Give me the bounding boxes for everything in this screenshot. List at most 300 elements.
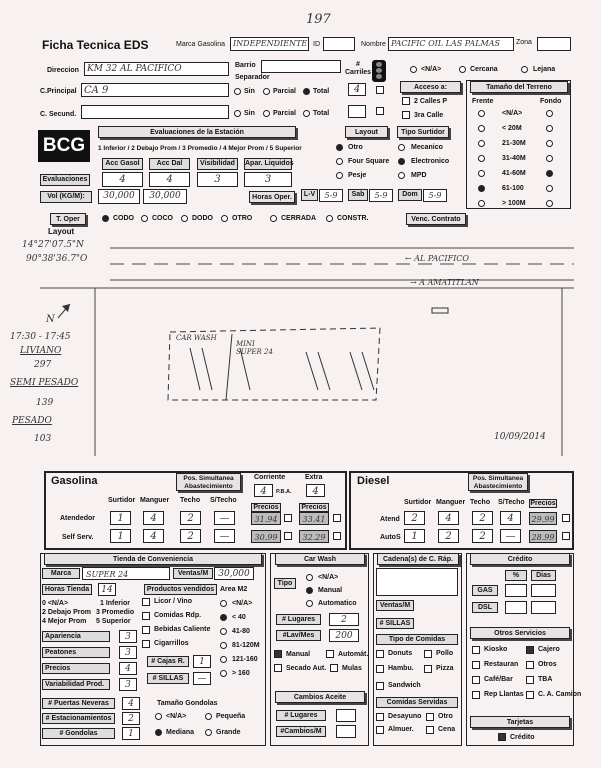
oper-radio-0[interactable] [102,215,109,222]
credito-gas-pct[interactable] [505,584,527,597]
tarjetas-header: Tarjetas [470,716,570,728]
marca-field[interactable]: INDEPENDIENTE [230,37,309,51]
comida-label-0: Donuts [388,650,413,657]
comida-sillas-label: # SILLAS [376,618,414,629]
diesel-title: Diesel [357,475,390,487]
comida-checkbox-4[interactable] [376,682,384,690]
gondola-radio-1[interactable] [205,713,212,720]
parcial-label-2: Parcial [273,110,296,117]
barrio-label: Barrio [235,62,256,69]
fondo-radio-6[interactable] [546,200,553,207]
area-option-2: 41-80 [232,628,250,635]
cw-radio-0[interactable] [306,574,313,581]
diesel-pos-simultanea: Pos. Simultanea Abastecimiento [468,473,528,491]
credito-dsl-dias[interactable] [531,601,556,614]
gas-techo-header: Techo [180,497,201,504]
terreno-option-5: 61-100 [502,185,524,192]
otros-label-4: Café/Bar [484,676,513,683]
tipo-comidas-header: Tipo de Comidas [376,634,458,645]
cw-secado-label: Secado Aut. [286,665,327,672]
diesel-surtidor-header: Surtidor [404,499,432,506]
producto-checkbox-1[interactable] [142,612,150,620]
tienda-scale-5: 5 Superior [96,618,131,625]
id-label: ID [313,41,320,48]
estac-label: # Estacionamientos [42,713,115,724]
gas-precio-atend-extra[interactable]: 33.41 [299,512,329,525]
sab-field[interactable]: 5-9 [369,189,393,202]
tienda-ventas-field[interactable]: 30,000 [214,567,254,580]
access-lejana-radio[interactable] [521,66,528,73]
servida-label-2: Almuer. [388,726,414,733]
gondola-title: Tamaño Gondolas [157,700,218,707]
diesel-stecho-header: S/Techo [498,499,525,506]
gas-precio-check-3[interactable] [284,532,292,540]
tienda-row-label-1: Peatones [42,647,110,658]
otros-label-0: Kiosko [484,646,508,653]
eval-header-acc-gasol: Acc Gasol [102,158,143,170]
tienda-row-value-0[interactable]: 3 [119,630,137,643]
zona-field[interactable] [537,37,571,51]
zona-label: Zona [516,39,532,46]
north-arrow-label: N [46,314,55,325]
cw-radio-1[interactable] [306,587,313,594]
frente-radio-4[interactable] [478,170,485,177]
area-radio-0[interactable] [220,600,227,607]
puertas-field[interactable]: 4 [122,697,140,710]
gas-atendedor-2[interactable]: 2 [180,511,201,525]
cw-option-2: Automatico [318,600,357,607]
credito-header: Crédito [470,553,570,565]
diesel-atend-3[interactable]: 4 [500,511,521,525]
gas-precios-header-2: Precios [299,503,329,512]
credito-dsl-label: DSL [472,602,498,613]
calle3-label: 3ra Calle [414,112,444,119]
otros-checkbox-5[interactable] [526,676,534,684]
pesado-label: PESADO [12,416,52,426]
oper-radio-5[interactable] [326,215,333,222]
gondola-radio-3[interactable] [205,729,212,736]
frente-radio-2[interactable] [478,140,485,147]
layout-radio-1[interactable] [336,158,343,165]
cprincipal-parcial-radio[interactable] [263,88,270,95]
cambios-header: Cambios Aceite [275,691,365,703]
oper-option-0: CODO [113,215,134,222]
gas-surtidor-header: Surtidor [108,497,136,504]
servida-checkbox-3[interactable] [426,726,434,734]
gas-self-label: Self Serv. [62,534,94,541]
area-radio-2[interactable] [220,628,227,635]
pos-corriente-field[interactable]: 4 [254,484,273,497]
cw-radio-2[interactable] [306,600,313,607]
gas-precio-check-2[interactable] [333,514,341,522]
semipesado-label: SEMI PESADO [10,378,79,388]
cw-mulas-checkbox[interactable] [330,664,338,672]
otros-checkbox-7[interactable] [526,691,534,699]
producto-checkbox-2[interactable] [142,626,150,634]
diesel-atend-1[interactable]: 4 [438,511,459,525]
gas-precio-self-corr[interactable]: 30.99 [251,530,281,543]
fondo-radio-4[interactable] [546,170,553,177]
cambios-mes-field[interactable] [336,725,356,738]
otros-checkbox-0[interactable] [472,646,480,654]
producto-checkbox-0[interactable] [142,598,150,606]
surtidor-option-1: Electronico [411,158,450,165]
vol-label: Vol (KG/M): [40,191,92,203]
diesel-autos-3[interactable]: — [500,529,521,543]
carriles-field[interactable]: 4 [348,83,366,96]
access-cercana-radio[interactable] [459,66,466,73]
terreno-option-3: 31-40M [502,155,526,162]
diesel-techo-header: Techo [470,499,491,506]
diesel-precio-autos[interactable]: 28.99 [529,530,557,543]
frente-label: Frente [472,98,494,105]
comida-label-1: Pollo [436,650,454,657]
acceso-header: Acceso a: [400,81,461,93]
cambios-mes-label: #Cambios/M [276,726,326,737]
layout-radio-0[interactable] [336,144,343,151]
fondo-radio-1[interactable] [546,125,553,132]
surtidor-radio-0[interactable] [398,144,405,151]
direccion-field[interactable]: KM 32 AL PACIFICO [84,62,229,76]
calle3-checkbox[interactable] [402,111,410,119]
fondo-label: Fondo [540,98,562,105]
cw-automat-label: Automát. [338,651,369,658]
cprincipal-total-radio[interactable] [303,88,310,95]
sketch-drawing [40,240,574,456]
toper-label: T. Oper [50,213,86,225]
eval-row-label: Evaluaciones [40,174,90,186]
credito-dsl-pct[interactable] [505,601,527,614]
tienda-row-label-2: Precios [42,663,110,674]
tienda-scale-4: 4 Mejor Prom [42,618,87,625]
carwash-header: Car Wash [275,553,365,565]
cajas-field[interactable]: 1 [193,655,211,668]
servida-label-3: Cena [438,726,456,733]
layout-label: Layout [48,227,75,236]
eval-header: Evaluaciones de la Estación [98,126,296,138]
barrio-field[interactable] [261,60,341,73]
diesel-autos-2[interactable]: 2 [472,529,493,543]
gondola-option-0: <N/A> [166,713,187,720]
lv-field[interactable]: 5-9 [319,189,343,202]
frente-radio-5[interactable] [478,185,485,192]
gas-self-0[interactable]: 1 [110,529,131,543]
cadena-field[interactable] [376,568,458,596]
diesel-atend-label: Atend [380,516,400,523]
oper-radio-3[interactable] [221,215,228,222]
semipesado-count: 139 [36,398,54,408]
tarjeta-credito-label: Crédito [510,734,535,741]
eval-acc-gasol-value[interactable]: 4 [102,172,143,187]
servida-checkbox-0[interactable] [376,713,384,721]
gas-self-3[interactable]: — [214,529,235,543]
tienda-row-label-3: Variabilidad Prod. [42,679,110,690]
gas-precio-check-4[interactable] [333,532,341,540]
form-title: Ficha Tecnica EDS [42,38,149,52]
comida-label-3: Pizza [436,665,454,672]
comida-checkbox-2[interactable] [376,665,384,673]
marca-label: Marca Gasolina [176,41,226,48]
producto-label-2: Bebidas Caliente [154,626,211,633]
eval-visibilidad-value[interactable]: 3 [197,172,238,187]
tienda-row-value-1[interactable]: 3 [119,646,137,659]
eval-scale: 1 Inferior / 2 Debajo Prom / 3 Promedio / 4 Mejor Prom / 5 Superior [98,145,302,152]
tienda-ventas-label: Ventas/M [173,568,213,579]
surtidor-radio-1[interactable] [398,158,405,165]
credito-gas-dias[interactable] [531,584,556,597]
separador-label: Separador [235,74,270,81]
otros-checkbox-4[interactable] [472,676,480,684]
oper-radio-4[interactable] [270,215,277,222]
nombre-label: Nombre [361,41,386,48]
comida-ventas-label: Ventas/M [376,600,414,611]
frente-radio-3[interactable] [478,155,485,162]
gas-stecho-header: S/Techo [210,497,237,504]
access-na-radio[interactable] [410,66,417,73]
surtidor-option-2: MPD [411,172,427,179]
oper-option-5: CONSTR. [337,215,369,222]
tienda-marca-label: Marca [42,568,80,579]
access-lejana-label: Lejana [533,66,556,73]
fondo-radio-2[interactable] [546,140,553,147]
vol-field-1[interactable]: 30,000 [98,189,140,204]
direccion-label: Direccion [47,67,79,74]
gas-pos-simultanea: Pos. Simultanea Abastecimiento [176,473,241,491]
area-option-3: 81-120M [232,642,260,649]
credito-dias-header: Dias [531,570,556,581]
cw-lugares-label: # Lugares [276,614,321,625]
diesel-precio-check-2[interactable] [562,532,570,540]
eval-header-acc-dal: Acc Dal [149,158,190,170]
fondo-radio-5[interactable] [546,185,553,192]
cw-lugares-field[interactable]: 2 [329,613,359,626]
otros-checkbox-1[interactable] [526,646,534,654]
tienda-scale-3: 3 Promedio [96,609,135,616]
oper-option-4: CERRADA [281,215,316,222]
csecund-total-radio[interactable] [303,110,310,117]
area-label: Area M2 [220,586,248,593]
gondola-option-1: Pequeña [216,713,246,720]
liviano-count: 297 [34,360,52,370]
gondola-option-3: Grande [216,729,241,736]
diesel-atend-0[interactable]: 2 [404,511,425,525]
otros-checkbox-2[interactable] [472,661,480,669]
csecund-field[interactable] [81,105,229,119]
cw-lavmes-field[interactable]: 200 [329,629,359,642]
oper-radio-2[interactable] [181,215,188,222]
otros-label-7: C. A. Camion [538,691,582,698]
otros-checkbox-6[interactable] [472,691,480,699]
producto-label-0: Licor / Vino [154,598,192,605]
calles2-checkbox[interactable] [402,97,410,105]
gas-atendedor-1[interactable]: 4 [143,511,164,525]
liviano-label: LIVIANO [20,346,62,356]
gondola-radio-0[interactable] [155,713,162,720]
comida-header: Cadena(s) de C. Ráp. [377,553,459,565]
frente-radio-6[interactable] [478,200,485,207]
gas-self-2[interactable]: 2 [180,529,201,543]
pesado-count: 103 [34,434,52,444]
id-field[interactable] [323,37,355,51]
horas-tienda-label: Horas Tienda [42,584,92,595]
cprincipal-sin-radio[interactable] [234,88,241,95]
cajas-label: # Cajas R. [147,656,189,667]
csecund-sin-radio[interactable] [234,110,241,117]
tarjeta-credito-checkbox[interactable] [498,733,506,741]
tienda-scale-na: 0 <N/A> [42,600,69,607]
oper-radio-1[interactable] [141,215,148,222]
sin-label: Sin [244,88,255,95]
cprincipal-field[interactable]: CA 9 [81,83,229,97]
servida-label-0: Desayuno [388,713,422,720]
gondolas-field[interactable]: 1 [122,727,140,740]
gas-precios-header-1: Precios [251,503,281,512]
eval-acc-dal-value[interactable]: 4 [149,172,190,187]
area-radio-1[interactable] [220,614,227,621]
vol-field-2[interactable]: 30,000 [143,189,187,204]
diesel-autos-label: AutoS [380,534,401,541]
diesel-precio-atend[interactable]: 29.99 [529,512,557,525]
comida-checkbox-1[interactable] [424,650,432,658]
eval-apar-liquidos-value[interactable]: 3 [244,172,292,187]
producto-checkbox-3[interactable] [142,640,150,648]
eval-header-apar-liquidos: Apar. Liquidos [244,158,292,170]
cw-mulas-label: Mulas [342,665,362,672]
al-pacifico-note: ← AL PACIFICO [405,254,469,263]
oper-option-1: COCO [152,215,173,222]
comida-checkbox-3[interactable] [424,665,432,673]
diesel-autos-0[interactable]: 1 [404,529,425,543]
tienda-sillas-field[interactable]: — [193,672,211,685]
oper-option-3: OTRO [232,215,253,222]
productos-header: Productos vendidos [144,584,217,595]
terreno-option-4: 41-60M [502,170,526,177]
tienda-row-value-3[interactable]: 3 [119,678,137,691]
nombre-field[interactable]: PACIFIC OIL LAS PALMAS [388,37,514,51]
carriles-checkbox[interactable] [376,86,384,94]
otros-label-6: Rep Llantas [484,691,524,698]
cw-automat-checkbox[interactable] [326,650,334,658]
area-option-5: > 160 [232,670,250,677]
extra-label: Extra [305,474,323,481]
area-radio-3[interactable] [220,642,227,649]
lv-label: L-V [301,189,318,201]
comida-label-4: Sandwich [388,682,421,689]
carriles-label: # Carriles [345,61,372,76]
carwash-tipo-label: Tipo [274,578,296,589]
area-option-0: <N/A> [232,600,253,607]
terreno-option-1: < 20M [502,125,522,132]
layout-radio-2[interactable] [336,172,343,179]
gas-self-1[interactable]: 4 [143,529,164,543]
pos-extra-field[interactable]: 4 [306,484,325,497]
total-label-2: Total [313,110,330,117]
diesel-autos-1[interactable]: 2 [438,529,459,543]
coord-lat: 14°27'07.5"N [22,240,84,250]
corriente-label: Corriente [254,474,286,481]
comida-checkbox-0[interactable] [376,650,384,658]
surtidor-header: Tipo Surtidor [397,126,449,138]
tienda-row-value-2[interactable]: 4 [119,662,137,675]
sketch-date: 10/09/2014 [494,432,546,442]
gas-precio-check-1[interactable] [284,514,292,522]
sin-label-2: Sin [244,110,255,117]
cw-manual-checkbox[interactable] [274,650,282,658]
terreno-option-6: > 100M [502,200,526,207]
mini-super-note: MINI SUPER 24 [236,340,273,356]
servida-label-1: Otro [438,713,453,720]
csecund-parcial-radio[interactable] [263,110,270,117]
a-amatitlan-note: → A AMATITLAN [410,278,479,287]
cw-option-0: <N/A> [318,574,339,581]
cw-secado-checkbox[interactable] [274,664,282,672]
area-option-4: 121-160 [232,656,258,663]
carriles-secund-field[interactable] [348,105,366,118]
layout-option-0: Otro [348,144,363,151]
carriles-secund-checkbox[interactable] [376,107,384,115]
otros-label-5: TBA [538,676,553,683]
frente-radio-0[interactable] [478,110,485,117]
cambios-lugares-field[interactable] [336,709,356,722]
dom-label: Dom [398,189,422,201]
gas-precio-self-extra[interactable]: 32.29 [299,530,329,543]
gas-precio-atend-corr[interactable]: 31.94 [251,512,281,525]
fondo-radio-3[interactable] [546,155,553,162]
gas-atendedor-0[interactable]: 1 [110,511,131,525]
tienda-sillas-label: # SILLAS [147,673,189,684]
layout-option-2: Pesje [348,172,367,179]
dom-field[interactable]: 5-9 [423,189,447,202]
oper-option-2: DODO [192,215,213,222]
area-radio-5[interactable] [220,670,227,677]
horas-tienda-field[interactable]: 14 [98,583,116,596]
car-wash-note: CAR WASH [176,334,217,342]
diesel-precio-check-1[interactable] [562,514,570,522]
cw-manual-label: Manual [286,651,311,658]
pba-label: P.B.A. [276,489,292,495]
layout-header: Layout [345,126,388,138]
gasolina-title: Gasolina [51,475,98,487]
fondo-radio-0[interactable] [546,110,553,117]
surtidor-option-0: Mecanico [411,144,443,151]
tienda-marca-field[interactable]: SUPER 24 [82,567,170,580]
otros-checkbox-3[interactable] [526,661,534,669]
diesel-manguer-header: Manguer [436,499,466,506]
frente-radio-1[interactable] [478,125,485,132]
terreno-option-2: 21-30M [502,140,526,147]
page-number: 197 [306,12,331,27]
cw-option-1: Manual [318,587,343,594]
estac-field[interactable]: 2 [122,712,140,725]
credito-pct-header: % [505,570,527,581]
diesel-atend-2[interactable]: 2 [472,511,493,525]
otros-label-3: Otros [538,661,557,668]
gas-atendedor-label: Atendedor [60,515,95,522]
gas-atendedor-3[interactable]: — [214,511,235,525]
area-radio-4[interactable] [220,656,227,663]
layout-option-1: Four Square [348,158,390,165]
calles2-label: 2 Calles P [414,98,448,105]
gondola-radio-2[interactable] [155,729,162,736]
servida-checkbox-2[interactable] [376,726,384,734]
eval-header-visibilidad: Visibilidad [197,158,238,170]
csecund-label: C. Secund. [40,111,77,118]
cprincipal-label: C.Principal [40,88,77,95]
surtidor-radio-2[interactable] [398,172,405,179]
credito-gas-label: GAS [472,585,498,596]
traffic-light-icon [372,60,386,82]
servida-checkbox-1[interactable] [426,713,434,721]
